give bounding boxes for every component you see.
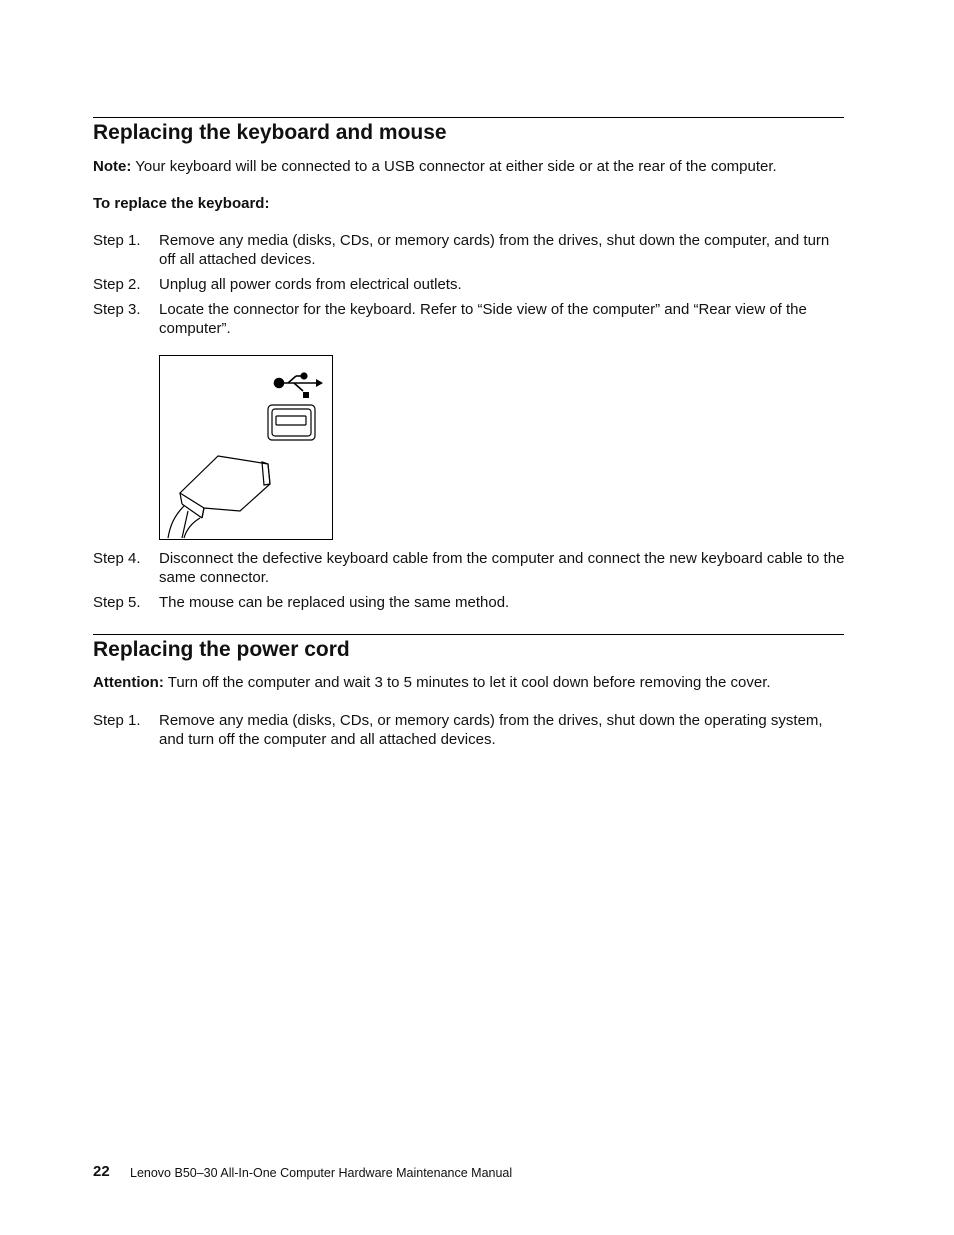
step-number: Step 1. — [93, 712, 141, 729]
step-number: Step 3. — [93, 301, 141, 318]
step-text: Disconnect the defective keyboard cable from the computer and connect the new keyboard cable to the same connector. — [159, 550, 845, 586]
footer-title: Lenovo B50–30 All-In-One Computer Hardware Maintenance Manual — [130, 1166, 513, 1180]
step-number: Step 5. — [93, 594, 141, 611]
section-divider — [93, 634, 844, 635]
usb-symbol-icon — [275, 373, 324, 398]
usb-connector-illustration — [160, 356, 332, 539]
attention-text: Turn off the computer and wait 3 to 5 minutes to let it cool down before removing the cover. — [163, 674, 771, 691]
step-text: Locate the connector for the keyboard. Refer to “Side view of the computer” and “Rear view of the computer”. — [159, 301, 807, 337]
page-number: 22 — [93, 1163, 110, 1180]
step-text: Remove any media (disks, CDs, or memory cards) from the drives, shut down the computer, and turn off all attached devices. — [159, 232, 830, 268]
section-title-power-cord: Replacing the power cord — [93, 638, 350, 661]
subheading: To replace the keyboard: — [93, 195, 270, 212]
step-number: Step 1. — [93, 232, 141, 249]
section-divider — [93, 117, 844, 118]
step-text: Remove any media (disks, CDs, or memory cards) from the drives, shut down the operating system, and turn off the computer and all attached devices. — [159, 712, 823, 748]
step-number: Step 4. — [93, 550, 141, 567]
usb-port-icon — [268, 405, 315, 440]
usb-connector-figure — [159, 355, 333, 540]
attention-paragraph — [93, 673, 853, 692]
attention-label: Attention: — [93, 674, 164, 691]
step-number: Step 2. — [93, 276, 141, 293]
note-label: Note: — [93, 158, 132, 175]
note-text: Your keyboard will be connected to a USB connector at either side or at the rear of the computer. — [131, 158, 777, 175]
note-paragraph — [93, 157, 853, 176]
step-text: Unplug all power cords from electrical outlets. — [159, 276, 462, 293]
step-text: The mouse can be replaced using the same method. — [159, 594, 510, 611]
section-title-keyboard: Replacing the keyboard and mouse — [93, 121, 447, 144]
usb-plug-icon — [168, 456, 270, 538]
